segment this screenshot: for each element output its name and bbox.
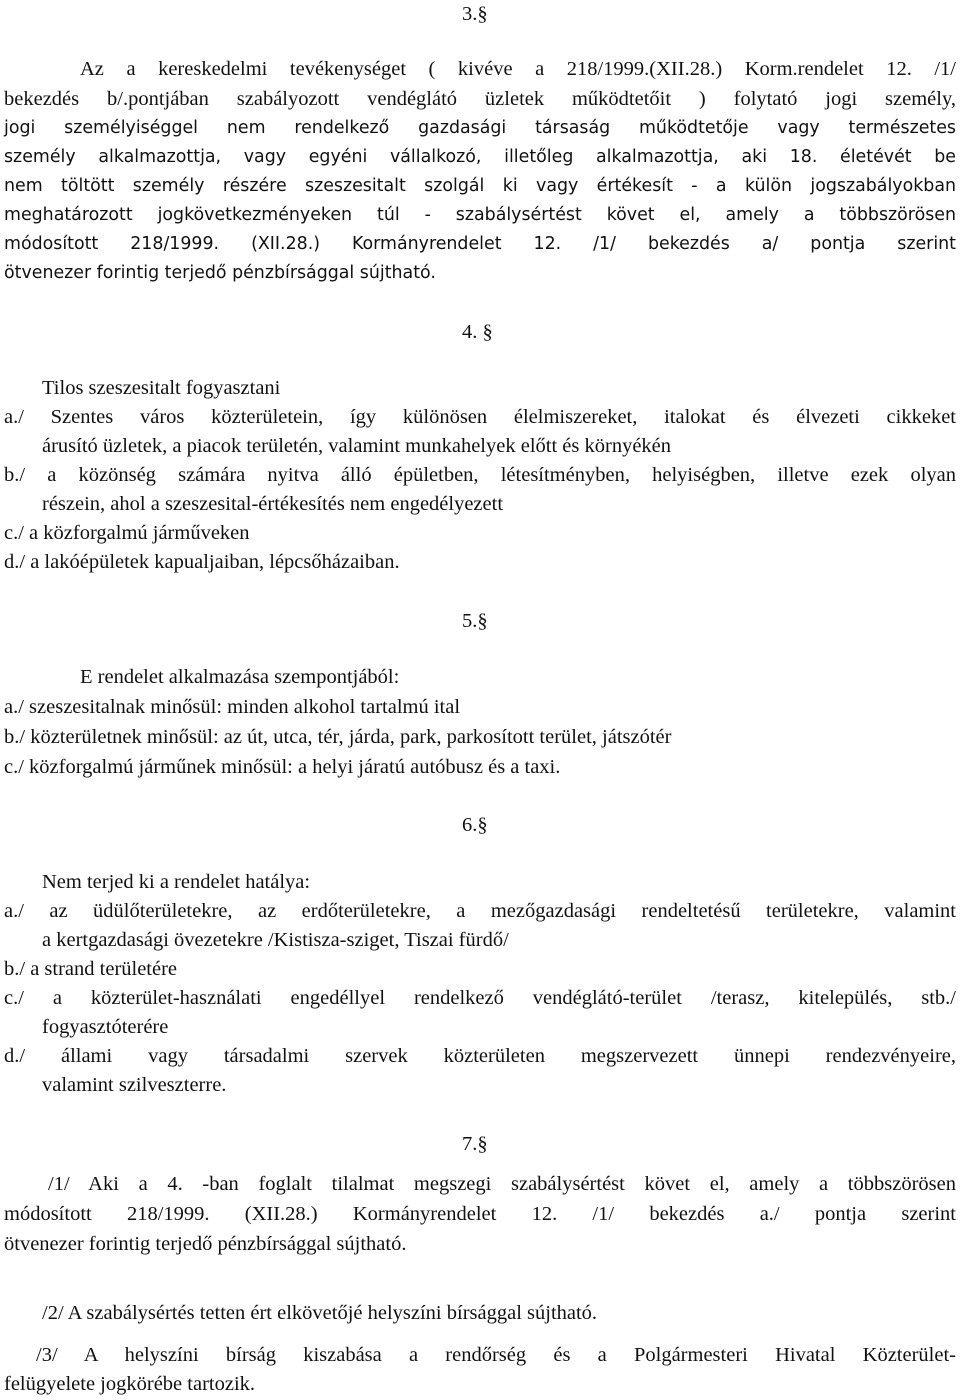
section-sign: § xyxy=(477,814,488,836)
paragraph-line: bekezdés b/.pontjában szabályozott vendéglátó üzletek működtetőit ) folytató jogi személy, xyxy=(4,88,956,110)
section-title: E rendelet alkalmazása szempontjából: xyxy=(80,666,400,688)
section-title: Tilos szeszesitalt fogyasztani xyxy=(42,377,281,399)
paragraph-line: meghatározott jogkövetkezményeken túl - szabálysértést követ el, amely a többszörösen xyxy=(4,205,956,225)
list-item: a./ az üdülőterületekre, az erdőterületekre, a mezőgazdasági rendeltetésű területekre, valamint xyxy=(4,900,956,922)
paragraph-line: módosított 218/1999. (XII.28.) Kormányrendelet 12. /1/ bekezdés a./ pontja szerint xyxy=(4,1203,956,1225)
list-item-continuation: a kertgazdasági övezetekre /Kistisza-sziget, Tiszai fürdő/ xyxy=(42,929,509,951)
list-item-continuation: valamint szilveszterre. xyxy=(42,1074,227,1096)
section-heading-4: 4. § xyxy=(462,321,493,343)
list-item: a./ Szentes város közterületein, így különösen élelmiszereket, italokat és élvezeti cikkeket xyxy=(4,406,956,428)
section-heading-6: 6.§ xyxy=(462,814,488,836)
section-heading-7: 7.§ xyxy=(462,1133,488,1155)
paragraph-line: ötvenezer forintig terjedő pénzbírsággal sújtható. xyxy=(4,263,436,283)
section-heading-5: 5.§ xyxy=(462,610,488,632)
list-item-continuation: részein, ahol a szeszesital-értékesítés nem engedélyezett xyxy=(42,493,504,515)
list-item: d./ a lakóépületek kapualjaiban, lépcsőházaiban. xyxy=(4,551,400,573)
paragraph-line: ötvenezer forintig terjedő pénzbírsággal sújtható. xyxy=(4,1233,407,1255)
list-item: b./ a közönség számára nyitva álló épületben, létesítményben, helyiségben, illetve ezek olyan xyxy=(4,464,956,486)
list-item: b./ közterületnek minősül: az út, utca, tér, járda, park, parkosított terület, játszótér xyxy=(4,726,672,748)
section-sign: § xyxy=(477,1133,488,1155)
list-item: a./ szeszesitalnak minősül: minden alkohol tartalmú ital xyxy=(4,696,461,718)
list-item: d./ állami vagy társadalmi szervek közterületen megszervezett ünnepi rendezvényeire, xyxy=(4,1045,956,1067)
list-item-continuation: árusító üzletek, a piacok területén, valamint munkahelyek előtt és környékén xyxy=(42,435,672,457)
paragraph-line: /2/ A szabálysértés tetten ért elkövetőjé helyszíni bírsággal sújtható. xyxy=(42,1302,598,1324)
paragraph-line: Az a kereskedelmi tevékenységet ( kivéve a 218/1999.(XII.28.) Korm.rendelet 12. /1/ xyxy=(80,58,956,80)
list-item: c./ közforgalmú járműnek minősül: a helyi járatú autóbusz és a taxi. xyxy=(4,756,561,778)
section-title: Nem terjed ki a rendelet hatálya: xyxy=(42,871,311,893)
paragraph-line: módosított 218/1999. (XII.28.) Kormányrendelet 12. /1/ bekezdés a/ pontja szerint xyxy=(4,234,956,254)
paragraph-line: nem töltött személy részére szeszesitalt szolgál ki vagy értékesít - a külön jogszabályokban xyxy=(4,176,956,196)
section-sign: § xyxy=(482,321,493,343)
list-item: c./ a közterület-használati engedéllyel rendelkező vendéglátó-terület /terasz, kitelepülés, stb./ xyxy=(4,987,956,1009)
paragraph-line: személy alkalmazottja, vagy egyéni vállalkozó, illetőleg alkalmazottja, aki 18. életévét be xyxy=(4,147,956,167)
paragraph-line: /3/ A helyszíni bírság kiszabása a rendőrség és a Polgármesteri Hivatal Közterület- xyxy=(36,1344,956,1366)
paragraph-line: jogi személyiséggel nem rendelkező gazdasági társaság működtetője vagy természetes xyxy=(4,118,956,138)
section-sign: § xyxy=(477,3,488,25)
list-item: c./ a közforgalmú járműveken xyxy=(4,522,250,544)
section-sign: § xyxy=(477,610,488,632)
list-item-continuation: fogyasztóterére xyxy=(42,1016,169,1038)
section-heading-3: 3.§ xyxy=(462,3,488,25)
list-item: b./ a strand területére xyxy=(4,958,178,980)
paragraph-line: felügyelete jogkörébe tartozik. xyxy=(4,1373,256,1395)
paragraph-line: /1/ Aki a 4. -ban foglalt tilalmat megszegi szabálysértést követ el, amely a többszörösen xyxy=(48,1173,956,1195)
